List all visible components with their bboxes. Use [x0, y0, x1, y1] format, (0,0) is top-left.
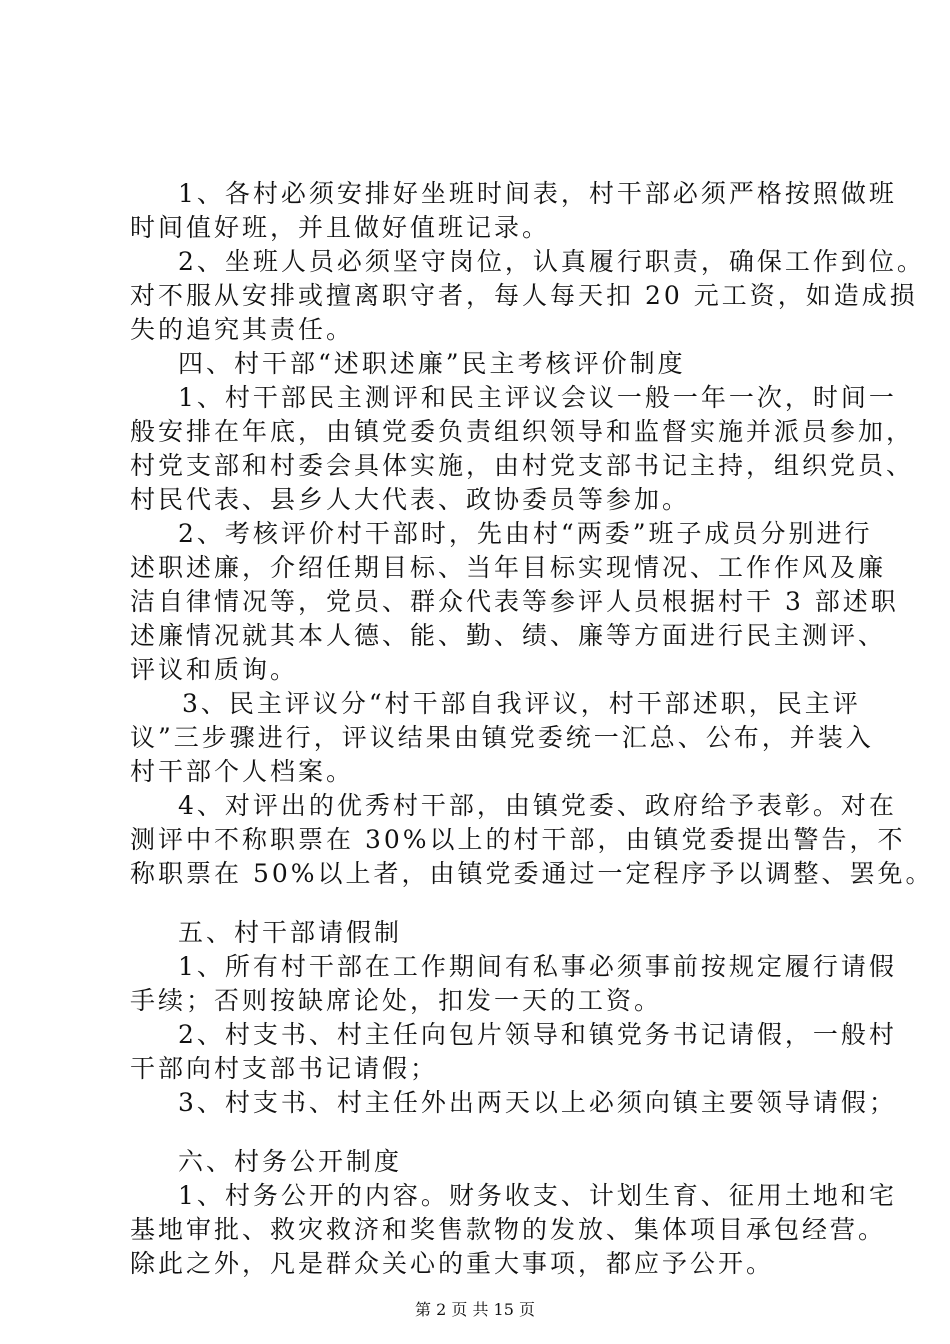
para5-line2: 议”三步骤进行，评议结果由镇党委统一汇总、公布，并装入	[130, 723, 874, 752]
section-heading-5: 五、村干部请假制	[178, 918, 403, 947]
para4-line1: 2、考核评价村干部时，先由村“两委”班子成员分别进行	[178, 519, 873, 548]
para7-line1: 1、所有村干部在工作期间有私事必须事前按规定履行请假	[178, 952, 897, 981]
para4-line3: 洁自律情况等，党员、群众代表等参评人员根据村干 3 部述职	[130, 587, 899, 616]
para2-line2: 对不服从安排或擅离职守者，每人每天扣 20 元工资，如造成损	[130, 281, 918, 310]
para3-line2: 般安排在年底，由镇党委负责组织领导和监督实施并派员参加，	[130, 417, 915, 446]
para6-line1: 4、对评出的优秀村干部，由镇党委、政府给予表彰。对在	[178, 791, 897, 820]
page-number-footer: 第 2 页 共 15 页	[415, 1300, 535, 1319]
section-heading-4: 四、村干部“述职述廉”民主考核评价制度	[178, 349, 686, 378]
para6-line2: 测评中不称职票在 30%以上的村干部，由镇党委提出警告，不	[130, 825, 906, 854]
para5-line3: 村干部个人档案。	[130, 757, 355, 786]
para8-line2: 干部向村支部书记请假；	[130, 1054, 439, 1083]
para2-line3: 失的追究其责任。	[130, 315, 355, 344]
para1-line1: 1、各村必须安排好坐班时间表，村干部必须严格按照做班	[178, 179, 897, 208]
para10-line1: 1、村务公开的内容。财务收支、计划生育、征用土地和宅	[178, 1181, 897, 1210]
para10-line2: 基地审批、救灾救济和奖售款物的发放、集体项目承包经营。	[130, 1215, 887, 1244]
para4-line5: 评议和质询。	[130, 655, 299, 684]
para3-line4: 村民代表、县乡人大代表、政协委员等参加。	[130, 485, 691, 514]
para4-line4: 述廉情况就其本人德、能、勤、绩、廉等方面进行民主测评、	[130, 621, 887, 650]
para4-line2: 述职述廉，介绍任期目标、当年目标实现情况、工作作风及廉	[130, 553, 887, 582]
para9-line1: 3、村支书、村主任外出两天以上必须向镇主要领导请假；	[178, 1088, 897, 1117]
para5-line1: 3、民主评议分“村干部自我评议，村干部述职，民主评	[182, 689, 861, 718]
para3-line3: 村党支部和村委会具体实施，由村党支部书记主持，组织党员、	[130, 451, 915, 480]
para10-line3: 除此之外，凡是群众关心的重大事项，都应予公开。	[130, 1249, 775, 1278]
para2-line1: 2、坐班人员必须坚守岗位，认真履行职责，确保工作到位。	[178, 247, 925, 276]
para8-line1: 2、村支书、村主任向包片领导和镇党务书记请假，一般村	[178, 1020, 897, 1049]
section-heading-6: 六、村务公开制度	[178, 1147, 403, 1176]
para3-line1: 1、村干部民主测评和民主评议会议一般一年一次，时间一	[178, 383, 897, 412]
para7-line2: 手续；否则按缺席论处，扣发一天的工资。	[130, 986, 663, 1015]
para6-line3: 称职票在 50%以上者，由镇党委通过一定程序予以调整、罢免。	[130, 859, 934, 888]
para1-line2: 时间值好班，并且做好值班记录。	[130, 213, 551, 242]
